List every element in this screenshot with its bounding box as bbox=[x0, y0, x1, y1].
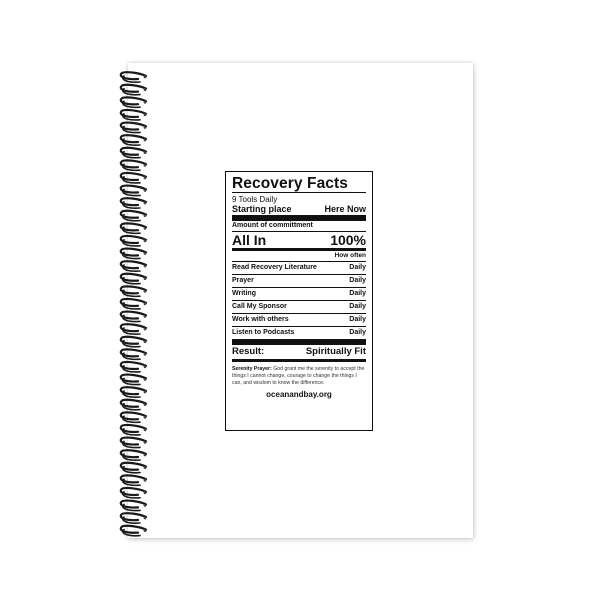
spiral-coil bbox=[121, 337, 147, 347]
all-in-value: 100% bbox=[330, 232, 366, 248]
spiral-coil bbox=[121, 438, 147, 448]
spiral-coil bbox=[121, 236, 147, 246]
tool-frequency: Daily bbox=[349, 316, 366, 323]
spiral-coil bbox=[121, 135, 147, 145]
amount-heading: Amount of committment bbox=[232, 222, 313, 229]
spiral-coil bbox=[121, 223, 147, 233]
result-value: Spiritually Fit bbox=[305, 346, 366, 357]
spiral-coil bbox=[121, 312, 147, 322]
starting-place-row bbox=[232, 204, 366, 215]
starting-place-value: Here Now bbox=[324, 204, 366, 214]
tool-row bbox=[232, 288, 366, 300]
tool-row bbox=[232, 262, 366, 274]
spiral-coil bbox=[121, 400, 147, 410]
spiral-coil bbox=[121, 488, 147, 498]
spiral-coil bbox=[121, 198, 147, 208]
result-row bbox=[232, 345, 366, 359]
spiral-coil bbox=[121, 274, 147, 284]
website-link: oceanandbay.org bbox=[266, 390, 332, 399]
tool-frequency: Daily bbox=[349, 277, 366, 284]
tool-row bbox=[232, 301, 366, 313]
spiral-coil bbox=[121, 324, 147, 334]
spiral-coil bbox=[121, 463, 147, 473]
tool-name: Work with others bbox=[232, 316, 289, 323]
spiral-coil bbox=[121, 211, 147, 221]
tool-frequency: Daily bbox=[349, 264, 366, 271]
starting-place-label: Starting place bbox=[232, 204, 292, 214]
spiral-coil bbox=[121, 160, 147, 170]
all-in-label: All In bbox=[232, 232, 267, 248]
tool-frequency: Daily bbox=[349, 329, 366, 336]
spiral-coil bbox=[121, 501, 147, 511]
spiral-coil bbox=[121, 299, 147, 309]
spiral-coil bbox=[121, 375, 147, 385]
label-title: Recovery Facts bbox=[232, 175, 348, 192]
tool-row bbox=[232, 327, 366, 339]
spiral-coil bbox=[121, 123, 147, 133]
spiral-coil bbox=[121, 412, 147, 422]
spiral-coil bbox=[121, 85, 147, 95]
tool-row bbox=[232, 314, 366, 326]
spiral-coil bbox=[121, 110, 147, 120]
tool-name: Writing bbox=[232, 290, 256, 297]
spiral-coil bbox=[121, 362, 147, 372]
tool-frequency: Daily bbox=[349, 290, 366, 297]
tool-name: Read Recovery Literature bbox=[232, 264, 317, 271]
label-subtitle: 9 Tools Daily bbox=[232, 195, 278, 204]
serenity-prayer bbox=[232, 366, 366, 387]
spiral-binding bbox=[116, 70, 150, 540]
result-label: Result: bbox=[232, 346, 265, 357]
spiral-coil bbox=[121, 349, 147, 359]
spiral-coil bbox=[121, 513, 147, 523]
tool-frequency: Daily bbox=[349, 303, 366, 310]
prayer-title: Serenity Prayer: bbox=[232, 366, 272, 372]
spiral-coil bbox=[121, 387, 147, 397]
all-in-row bbox=[232, 232, 366, 248]
spiral-coil bbox=[121, 249, 147, 259]
tool-name: Call My Sponsor bbox=[232, 303, 287, 310]
spiral-coil bbox=[121, 97, 147, 107]
prayer-text: God grant me the serenity to accept the things I cannot change, courage to change the things I can, and wisdom to know the difference. bbox=[232, 366, 365, 386]
spiral-coil bbox=[121, 450, 147, 460]
divider bbox=[232, 192, 366, 193]
spiral-coil bbox=[121, 72, 147, 82]
tool-row bbox=[232, 275, 366, 287]
spiral-coil bbox=[121, 475, 147, 485]
spiral-coil bbox=[121, 173, 147, 183]
divider-mid bbox=[232, 359, 366, 362]
spiral-coil bbox=[121, 261, 147, 271]
tool-name: Listen to Podcasts bbox=[232, 329, 295, 336]
spiral-coil bbox=[121, 148, 147, 158]
spiral-coil bbox=[121, 425, 147, 435]
spiral-coil bbox=[121, 286, 147, 296]
how-often-heading: How often bbox=[334, 252, 366, 259]
spiral-coil bbox=[121, 186, 147, 196]
recovery-facts-label bbox=[225, 171, 373, 431]
spiral-coil bbox=[121, 526, 147, 536]
tool-name: Prayer bbox=[232, 277, 254, 284]
